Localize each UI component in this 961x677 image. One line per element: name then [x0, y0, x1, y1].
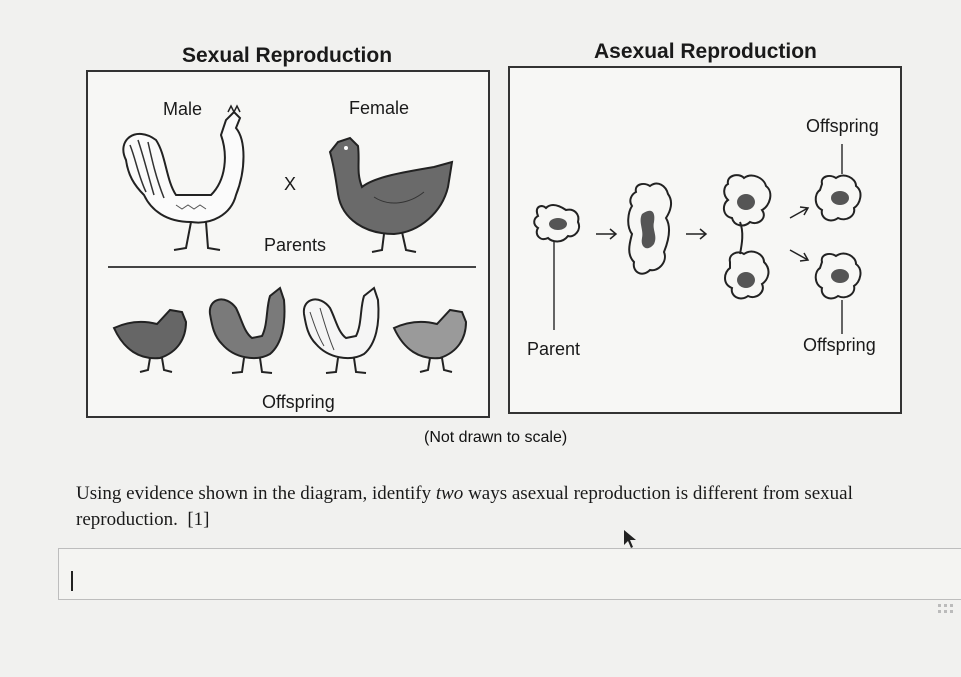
offspring-label: Offspring: [262, 392, 335, 412]
offspring-hen-2-icon: [392, 300, 472, 374]
cross-symbol: X: [284, 174, 297, 194]
parents-label: Parents: [264, 235, 327, 255]
question-text: [76, 481, 956, 533]
female-label: Female: [349, 98, 410, 118]
text-cursor: [71, 571, 73, 591]
rooster-male-icon: [116, 100, 256, 260]
divider-line: [108, 266, 476, 268]
question-emphasis: two: [435, 483, 464, 504]
amoeba-division-diagram: [508, 66, 902, 414]
arrow-4-icon: [790, 250, 808, 261]
offspring-hen-1-icon: [112, 300, 192, 374]
scale-note: (Not drawn to scale): [424, 429, 568, 446]
question-suffix: ways asexual reproduction is different from sexual reproduction.: [76, 483, 853, 530]
dividing-nucleus: [641, 211, 656, 249]
arrow-2-icon: [686, 229, 706, 239]
question-marks: [1]: [187, 509, 210, 530]
arrow-3-icon: [790, 207, 808, 218]
sexual-reproduction-title: Sexual Reproduction: [182, 44, 393, 67]
offspring-rooster-1-icon: [204, 284, 288, 374]
offspring-bottom-label: Offspring: [803, 335, 876, 355]
mouse-pointer-icon: [624, 530, 638, 550]
parent-nucleus: [549, 218, 567, 230]
resize-grip-icon[interactable]: [938, 604, 958, 618]
male-label: Male: [163, 99, 203, 119]
answer-input[interactable]: [58, 548, 961, 600]
question-prefix: Using evidence shown in the diagram, identify: [76, 483, 436, 504]
offspring-rooster-2-icon: [298, 284, 382, 374]
offspring-top-label: Offspring: [806, 116, 879, 136]
hen-female-icon: [324, 132, 460, 258]
asexual-reproduction-title: Asexual Reproduction: [594, 40, 817, 63]
parent-label: Parent: [527, 339, 581, 359]
arrow-1-icon: [596, 229, 616, 239]
